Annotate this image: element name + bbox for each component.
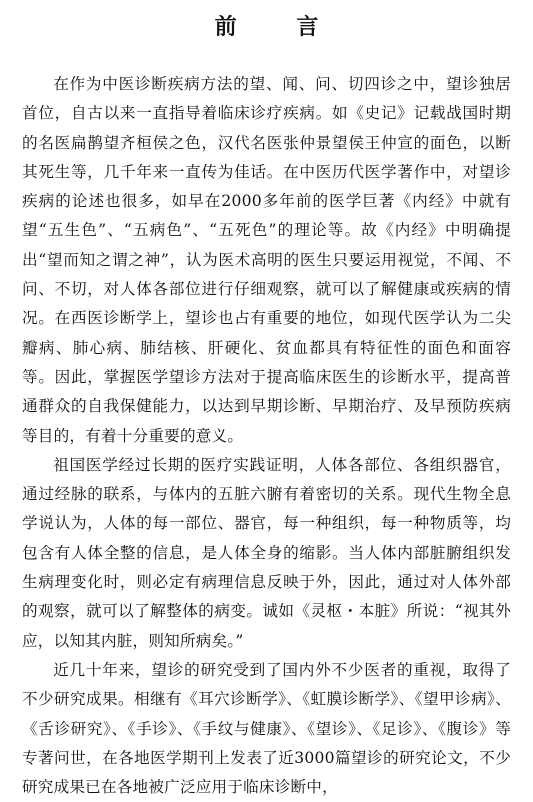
paragraph-1: 在作为中医诊断疾病方法的望、闻、问、切四诊之中，望诊独居首位，自古以来一直指导着临床诊疗疾病。如《史记》记载战国时期的名医扁鹊望齐桓侯之色，汉代名医张仲景望侯王仲宣的面色，以断其死生等，几千年来一直传为佳话。在中医历代医学著作中，对望诊疾病的论述也很多，如早在2000多年前的医学巨著《内经》中就有望“五生色”、“五病色”、“五死色”的理论等。故《内经》中明确提出“望而知之谓之神”，认为医术高明的医生只要运用视觉，不闻、不问、不切，对人体各部位进行仔细观察，就可以了解健康或疾病的情况。在西医诊断学上，望诊也占有重要的地位，如现代医学认为二尖瓣病、肺心病、肺结核、肝硬化、贫血都具有特征性的面色和面容等。因此，掌握医学望诊方法对于提高临床医生的诊断水平，提高普通群众的自我保健能力，以达到早期诊断、早期治疗、及早预防疾病等目的，有着十分重要的意义。	[22, 75, 511, 445]
paragraph-3: 近几十年来，望诊的研究受到了国内外不少医者的重视，取得了不少研究成果。相继有《耳穴诊断学》、《虹膜诊断学》、《望甲诊病》、《舌诊研究》、《手诊》、《手纹与健康》、《望诊》、《足诊》、《腹诊》等专著问世，在各地医学期刊上发表了近3000篇望诊的研究论文，不少研究成果已在各地被广泛应用于临床诊断中，	[22, 660, 511, 797]
paragraph-2: 祖国医学经过长期的医疗实践证明，人体各部位、各组织器官，通过经脉的联系，与体内的五脏六腑有着密切的关系。现代生物全息学说认为，人体的每一部位、器官，每一种组织，每一种物质等，均包含有人体全整的信息，是人体全身的缩影。当人体内部脏腑组织发生病理变化时，则必定有病理信息反映于外，因此，通过对人体外部的观察，就可以了解整体的病变。诚如《灵枢・本脏》所说：“视其外应，以知其内脏，则知所病矣。”	[22, 455, 511, 650]
page-title: 前 言	[214, 14, 345, 40]
